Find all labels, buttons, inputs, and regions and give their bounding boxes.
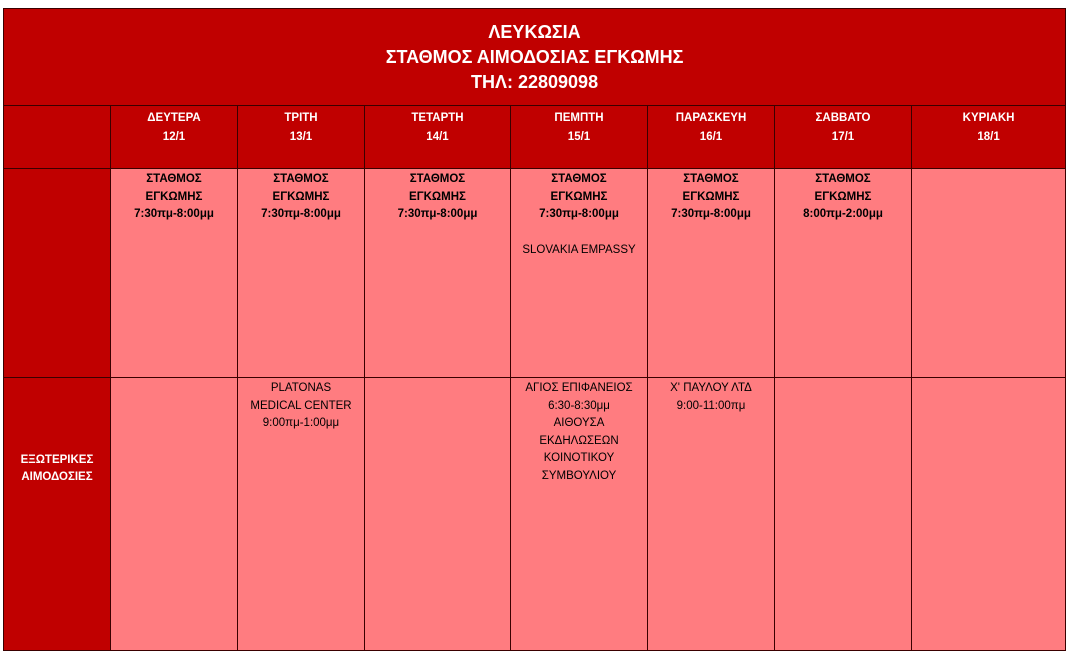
day-date: 13/1 — [289, 131, 313, 143]
day-name: ΠΑΡΑΣΚΕΥΗ — [675, 112, 747, 124]
external-cell — [238, 378, 365, 651]
external-cell — [511, 378, 648, 651]
station-name: ΣΤΑΘΜΟΣ — [815, 173, 871, 185]
day-name: ΔΕΥΤΕΡΑ — [147, 112, 201, 124]
external-row-label — [4, 378, 111, 651]
schedule-title — [4, 9, 1066, 106]
station-name: ΣΤΑΘΜΟΣ — [146, 173, 202, 185]
day-header — [511, 106, 648, 169]
external-line: MEDICAL CENTER — [250, 399, 352, 412]
station-place: ΕΓΚΩΜΗΣ — [409, 190, 466, 203]
external-line: PLATONAS — [270, 382, 332, 394]
day-header — [238, 106, 365, 169]
schedule-table — [3, 8, 1065, 483]
day-date: 16/1 — [699, 131, 723, 143]
external-label-line: ΕΞΩΤΕΡΙΚΕΣ — [20, 454, 94, 466]
external-cell — [365, 378, 511, 651]
external-cell — [648, 378, 775, 651]
station-cell — [238, 169, 365, 378]
external-line: 9:00-11:00πμ — [676, 399, 746, 412]
external-line: ΣΥΜΒΟΥΛΙΟΥ — [541, 469, 617, 482]
title-phone: ΤΗΛ: 22809098 — [471, 71, 599, 92]
day-date: 12/1 — [162, 131, 186, 143]
station-cell — [912, 169, 1066, 378]
station-place: ΕΓΚΩΜΗΣ — [272, 190, 330, 203]
day-header — [111, 106, 238, 169]
station-name: ΣΤΑΘΜΟΣ — [273, 173, 329, 185]
external-cell — [912, 378, 1066, 651]
external-line: Χ' ΠΑΥΛΟΥ ΛΤΔ — [670, 382, 752, 394]
day-name: ΤΕΤΑΡΤΗ — [411, 112, 464, 124]
external-label-line: ΑΙΜΟΔΟΣΙΕΣ — [21, 471, 93, 483]
day-header — [912, 106, 1066, 169]
external-line: ΕΚΔΗΛΩΣΕΩΝ — [539, 434, 619, 447]
day-header — [365, 106, 511, 169]
station-name: ΣΤΑΘΜΟΣ — [409, 173, 466, 185]
day-name: ΠΕΜΠΤΗ — [554, 112, 604, 124]
station-place: ΕΓΚΩΜΗΣ — [145, 190, 203, 203]
day-date: 14/1 — [426, 131, 449, 143]
day-date: 15/1 — [567, 131, 591, 143]
station-hours: 7:30πμ-8:00μμ — [539, 208, 619, 220]
day-date: 17/1 — [831, 131, 855, 143]
station-hours: 8:00πμ-2:00μμ — [803, 208, 883, 220]
station-place: ΕΓΚΩΜΗΣ — [550, 190, 608, 203]
title-city: ΛΕΥΚΩΣΙΑ — [488, 21, 581, 42]
day-header — [648, 106, 775, 169]
station-hours: 7:30πμ-8:00μμ — [671, 208, 751, 220]
station-cell — [111, 169, 238, 378]
extra-event: SLOVAKIA EMPASSY — [522, 243, 636, 256]
title-station: ΣΤΑΘΜΟΣ ΑΙΜΟΔΟΣΙΑΣ ΕΓΚΩΜΗΣ — [385, 46, 684, 67]
station-hours: 7:30πμ-8:00μμ — [134, 208, 214, 220]
station-place: ΕΓΚΩΜΗΣ — [814, 190, 872, 203]
external-line: ΑΙΘΟΥΣΑ — [553, 417, 605, 429]
day-date: 18/1 — [977, 131, 1000, 143]
station-name: ΣΤΑΘΜΟΣ — [551, 173, 607, 185]
station-cell — [365, 169, 511, 378]
day-name: ΚΥΡΙΑΚΗ — [962, 112, 1015, 124]
day-header — [775, 106, 912, 169]
external-line: 6:30-8:30μμ — [548, 399, 610, 412]
station-cell — [511, 169, 648, 378]
external-line: ΑΓΙΟΣ ΕΠΙΦΑΝΕΙΟΣ — [525, 382, 633, 394]
external-line: ΚΟΙΝΟΤΙΚΟΥ — [543, 452, 615, 464]
station-hours: 7:30πμ-8:00μμ — [397, 208, 478, 220]
station-cell — [648, 169, 775, 378]
station-row-label — [4, 169, 111, 378]
header-corner — [4, 106, 111, 169]
day-name: ΤΡΙΤΗ — [284, 112, 318, 124]
external-line: 9:00πμ-1:00μμ — [262, 417, 340, 429]
station-cell — [775, 169, 912, 378]
external-cell — [775, 378, 912, 651]
day-name: ΣΑΒΒΑΤΟ — [815, 112, 871, 124]
station-name: ΣΤΑΘΜΟΣ — [683, 173, 739, 185]
external-cell — [111, 378, 238, 651]
station-place: ΕΓΚΩΜΗΣ — [682, 190, 740, 203]
station-hours: 7:30πμ-8:00μμ — [261, 208, 341, 220]
